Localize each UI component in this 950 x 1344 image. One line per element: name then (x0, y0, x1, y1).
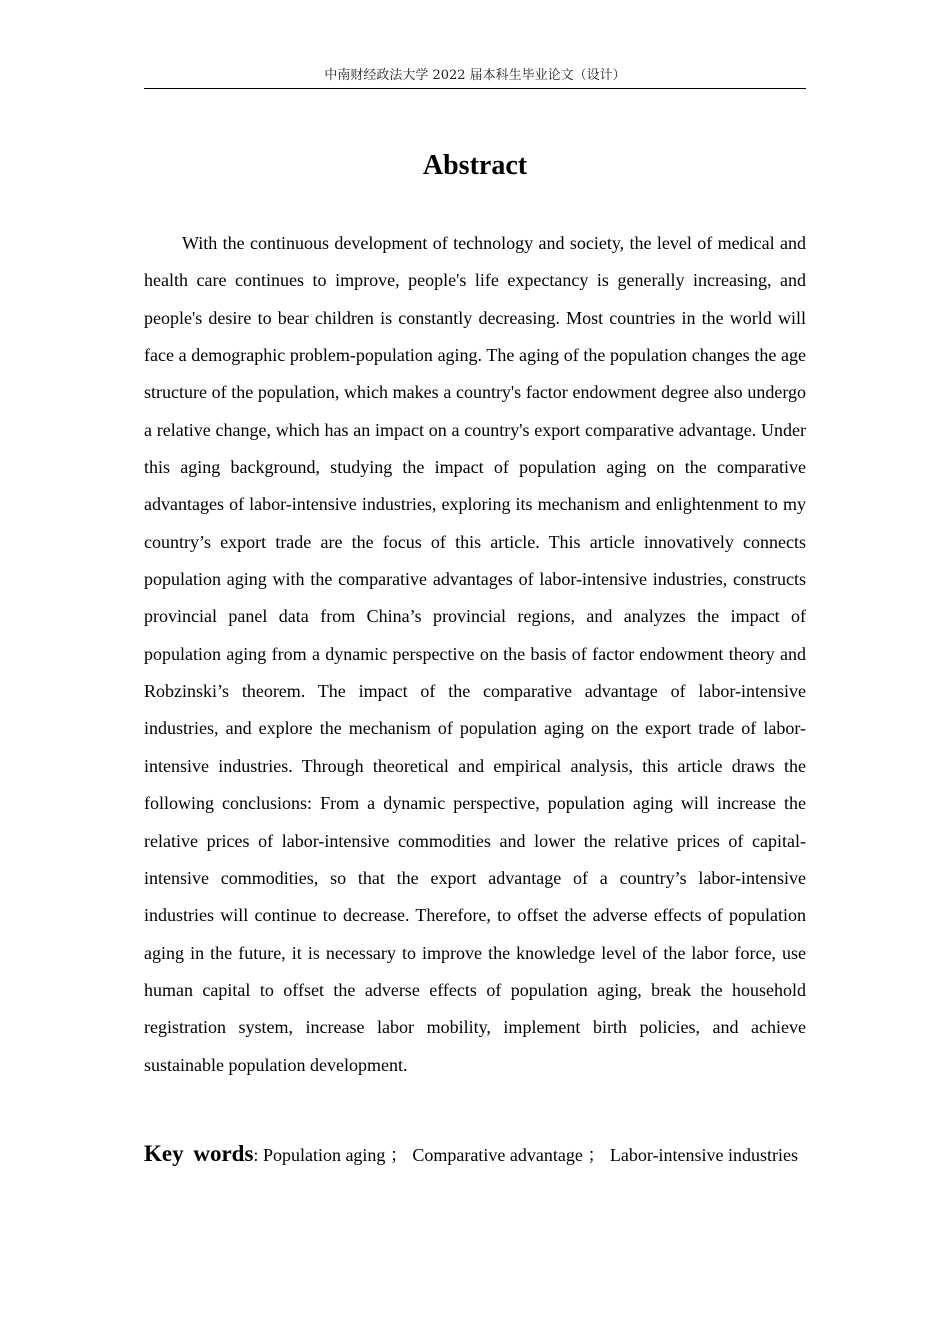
page-title: Abstract (422, 150, 528, 181)
keywords-separator: : (253, 1145, 259, 1165)
abstract-paragraph: With the continuous development of technology and society, the level of medical and health care continues to improve, people's life expectancy is generally increasing, and people's desire to bear children is constantly decreasing. Most countries in the world will face a demographic problem-population aging. The aging of the population changes the age structure of the population, which makes a country's factor endowment degree also undergo a relative change, which has an impact on a country's export comparative advantage. Under this aging background, studying the impact of population aging on the comparative advantages of labor-intensive industries, exploring its mechanism and enlightenment to my country’s export trade are the focus of this article. This article innovatively connects population aging with the comparative advantages of labor-intensive industries, constructs provincial panel data from China’s provincial regions, and analyzes the impact of population aging from a dynamic perspective on the basis of factor endowment theory and Robzinski’s theorem. The impact of the comparative advantage of labor-intensive industries, and explore the mechanism of population aging on the export trade of labor-intensive industries. Through theoretical and empirical analysis, this article draws the following conclusions: From a dynamic perspective, population aging will increase the relative prices of labor-intensive commodities and lower the relative prices of capital-intensive commodities, so that the export advantage of a country’s labor-intensive industries will continue to decrease. Therefore, to offset the adverse effects of population aging in the future, it is necessary to improve the knowledge level of the labor force, use human capital to offset the adverse effects of population aging, break the household registration system, increase labor mobility, implement birth policies, and achieve sustainable population development. (144, 233, 806, 1075)
keywords-line (144, 1130, 806, 1179)
page-header: 中南财经政法大学 2022 届本科生毕业论文（设计） (324, 68, 626, 83)
header-rule (144, 88, 806, 89)
keywords-label: Key words (144, 1141, 254, 1166)
keywords-text: Population aging ； Comparative advantage ； Labor-intensive industries (258, 1145, 798, 1165)
